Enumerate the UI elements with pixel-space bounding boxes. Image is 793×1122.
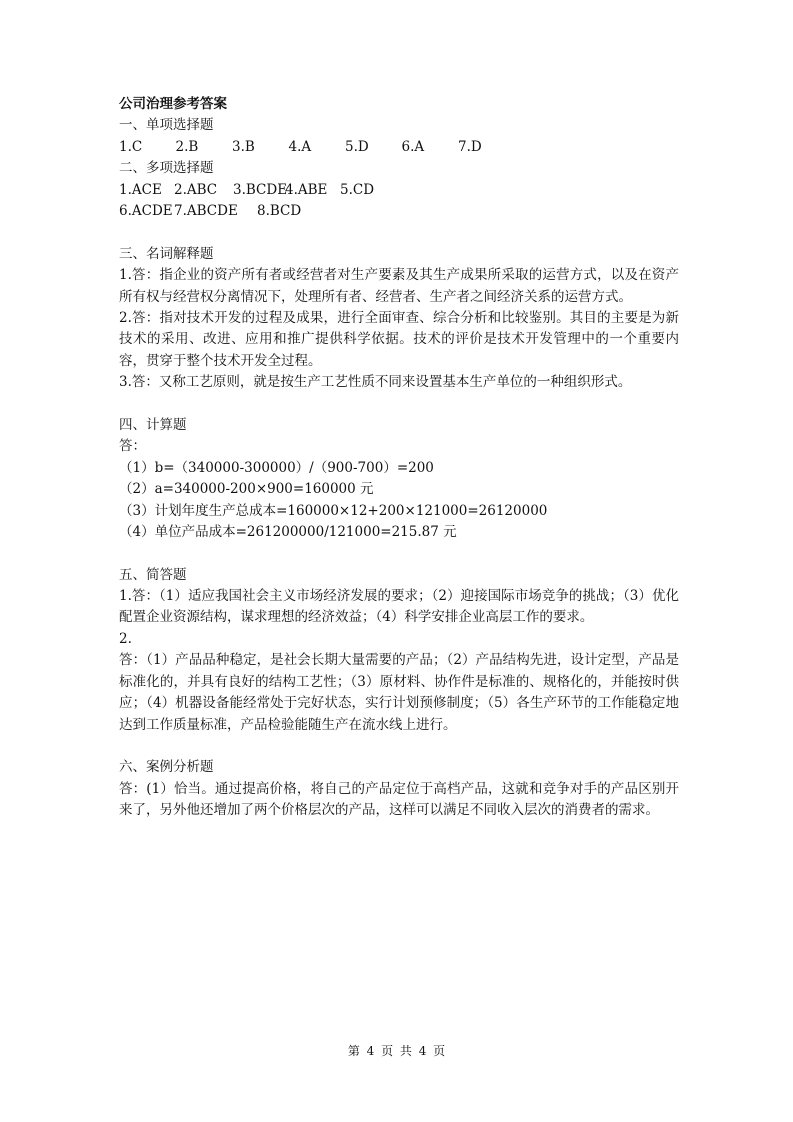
section1-heading: 一、单项选择题 [119,117,214,134]
blank-line [119,736,679,757]
answer-item: 6.A [401,138,425,155]
single-choice-answers [119,137,679,158]
term-answer-2: 2.答：指对技术开发的过程及成果，进行全面审查、综合分析和比较鉴别。其目的主要是为新技术的采用、改进、应用和推广提供科学依据。技术的评价是技术开发管理中的一个重要内容，贯穿于整个技术开发全过程。 [119,309,679,369]
section4-heading: 四、计算题 [119,416,187,433]
calc-answer-label: 答： [119,438,146,455]
answer-item: 5.CD [340,181,375,198]
document-title: 公司治理参考答案 [119,96,227,112]
term-answer-3: 3.答：又称工艺原则，就是按生产工艺性质不同来设置基本生产单位的一种组织形式。 [119,374,632,391]
document-body [119,94,679,822]
short-answer-1: 1.答：（1）适应我国社会主义市场经济发展的要求；（2）迎接国际市场竞争的挑战；（3）优化配置企业资源结构，谋求理想的经济效益；（4）科学安排企业高层工作的要求。 [119,588,679,626]
calc-line-4: （4）单位产品成本=261200000/121000=215.87 元 [119,523,457,540]
case-answer-1: 答：(1）恰当。通过提高价格，将自己的产品定位于高档产品，这就和竞争对手的产品区别开来了，另外他还增加了两个价格层次的产品，这样可以满足不同收入层次的消费者的需求。 [119,780,679,819]
answer-item: 2.B [175,138,199,155]
calc-line-1: （1）b=（340000-300000）/（900-700）=200 [119,459,434,476]
answer-item: 4.ABE [285,181,328,198]
answer-item: 1.C [119,138,143,155]
short-answer-2-label: 2. [119,630,132,647]
answer-item: 6.ACDE [119,202,173,219]
answer-item: 3.B [232,138,255,155]
answer-item: 7.ABCDE [174,202,238,219]
page-footer: 第 4 页 共 4 页 [347,1044,446,1058]
section2-heading: 二、多项选择题 [119,160,214,177]
blank-line [119,222,679,243]
blank-line [119,394,679,415]
blank-line [119,543,679,564]
answer-item: 5.D [345,138,369,155]
multi-choice-answers-row1 [119,180,679,201]
answer-item: 8.BCD [257,202,302,219]
section3-heading: 三、名词解释题 [119,245,214,262]
answer-item: 4.A [288,138,312,155]
short-answer-2: 答：（1）产品品种稳定，是社会长期大量需要的产品；（2）产品结构先进，设计定型，产品是标准化的，并具有良好的结构工艺性；（3）原材料、协作件是标准的、规格化的，并能按时供应；（4）机器设备能经常处于完好状态，实行计划预修制度；（5）各生产环节的工作能稳定地达到工作质量标准，产品检验能随生产在流水线上进行。 [119,652,679,733]
answer-item: 7.D [458,138,482,155]
section6-heading: 六、案例分析题 [119,759,214,776]
calc-line-3: （3）计划年度生产总成本=160000×12+200×121000=26120000 [119,502,548,519]
answer-item: 2.ABC [174,181,218,198]
section5-heading: 五、简答题 [119,566,187,583]
term-answer-1: 1.答：指企业的资产所有者或经营者对生产要素及其生产成果所采取的运营方式，以及在资产所有权与经营权分离情况下，处理所有者、经营者、生产者之间经济关系的运营方式。 [119,267,679,305]
answer-item: 3.BCDE [233,181,288,198]
answer-item: 1.ACE [119,181,162,198]
multi-choice-answers-row2 [119,201,679,222]
calc-line-2: （2）a=340000-200×900=160000 元 [119,481,374,498]
